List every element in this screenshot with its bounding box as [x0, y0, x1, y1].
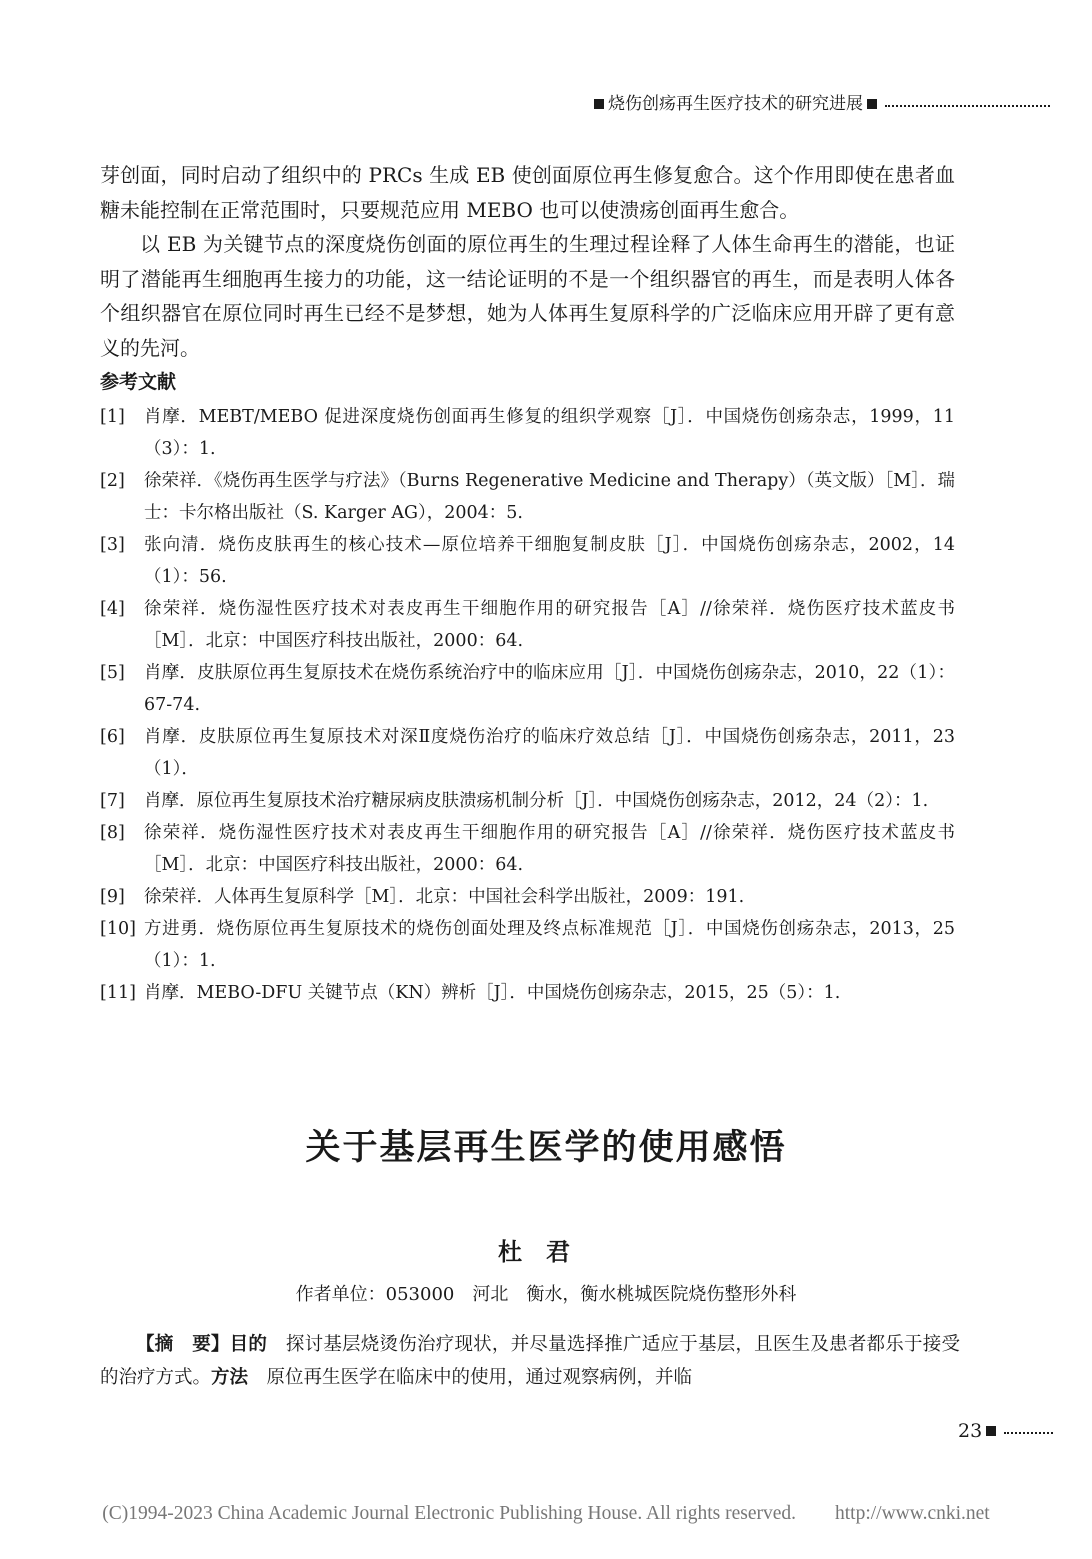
dotted-leader	[885, 105, 1050, 107]
running-title: 烧伤创疡再生医疗技术的研究进展	[608, 94, 863, 114]
reference-item	[100, 465, 955, 529]
reference-text: 徐荣祥．烧伤湿性医疗技术对表皮再生干细胞作用的研究报告［A］//徐荣祥．烧伤医疗技术蓝皮书［M］．北京：中国医疗科技出版社，2000：64.	[144, 599, 955, 651]
reference-number: [9]	[100, 887, 125, 907]
reference-number: [2]	[100, 471, 125, 491]
abstract-method-label: 方法	[211, 1367, 249, 1388]
reference-item	[100, 529, 955, 593]
reference-text: 徐荣祥．《烧伤再生医学与疗法》（Burns Regenerative Medicine and Therapy）（英文版）［M］．瑞士：卡尔格出版社（S. Karger AG），2004：5.	[144, 471, 955, 523]
running-header	[590, 93, 1050, 115]
article-title: 关于基层再生医学的使用感悟	[305, 1127, 787, 1168]
reference-text: 肖摩．皮肤原位再生复原技术对深Ⅱ度烧伤治疗的临床疗效总结［J］．中国烧伤创疡杂志，2011，23（1）．	[144, 727, 955, 779]
reference-item	[100, 977, 955, 1009]
author-name: 杜君	[498, 1237, 594, 1266]
dotted-leader	[1004, 1432, 1053, 1434]
body-text	[100, 158, 955, 1009]
reference-number: [3]	[100, 535, 125, 555]
reference-text: 肖摩．原位再生复原技术治疗糖尿病皮肤溃疡机制分析［J］．中国烧伤创疡杂志，2012，24（2）：1.	[144, 791, 929, 811]
reference-item	[100, 657, 955, 721]
reference-text: 方进勇．烧伤原位再生复原技术的烧伤创面处理及终点标准规范［J］．中国烧伤创疡杂志，2013，25（1）：1.	[144, 919, 955, 971]
reference-item	[100, 593, 955, 657]
references-heading: 参考文献	[100, 371, 177, 393]
reference-item	[100, 881, 955, 913]
abstract-text: 探讨基层烧烫伤治疗现状，并尽量选择推广适应于基层，且医生及患者都乐于接受的治疗方式。	[100, 1334, 960, 1388]
reference-text: 肖摩．皮肤原位再生复原技术在烧伤系统治疗中的临床应用［J］．中国烧伤创疡杂志，2010，22（1）：67-74.	[144, 663, 955, 715]
reference-item	[100, 721, 955, 785]
abstract-text: 原位再生医学在临床中的使用，通过观察病例，并临	[248, 1367, 693, 1388]
reference-number: [5]	[100, 663, 125, 683]
square-bullet-icon	[594, 99, 604, 109]
author-affiliation: 作者单位：053000 河北 衡水，衡水桃城医院烧伤整形外科	[295, 1284, 797, 1305]
paragraph: 以 EB 为关键节点的深度烧伤创面的原位再生的生理过程诠释了人体生命再生的潜能，也证明了潜能再生细胞再生接力的功能，这一结论证明的不是一个组织器官的再生，而是表明人体各个组织器官在原位同时再生已经不是梦想，她为人体再生复原科学的广泛临床应用开辟了更有意义的先河。	[100, 232, 955, 360]
page-number: 23	[958, 1420, 983, 1442]
copyright-footer: (C)1994-2023 China Academic Journal Electronic Publishing House. All rights reserved. http://www.cnki.net	[102, 1503, 990, 1524]
reference-item	[100, 817, 955, 881]
reference-text: 徐荣祥．人体再生复原科学［M］．北京：中国社会科学出版社，2009：191.	[144, 887, 745, 907]
reference-number: [6]	[100, 727, 125, 747]
reference-number: [7]	[100, 791, 125, 811]
reference-number: [4]	[100, 599, 125, 619]
reference-number: [8]	[100, 823, 125, 843]
reference-text: 肖摩．MEBT/MEBO 促进深度烧伤创面再生修复的组织学观察［J］．中国烧伤创疡杂志，1999，11（3）：1.	[144, 407, 955, 459]
reference-number: [11]	[100, 983, 136, 1003]
reference-item	[100, 401, 955, 465]
page-number-block	[958, 1420, 1053, 1442]
square-bullet-icon	[986, 1426, 996, 1436]
reference-text: 张向清．烧伤皮肤再生的核心技术—原位培养干细胞复制皮肤［J］．中国烧伤创疡杂志，2002，14（1）：56.	[144, 535, 955, 587]
reference-text: 徐荣祥．烧伤湿性医疗技术对表皮再生干细胞作用的研究报告［A］//徐荣祥．烧伤医疗技术蓝皮书［M］．北京：中国医疗科技出版社，2000：64.	[144, 823, 955, 875]
reference-item	[100, 785, 955, 817]
reference-text: 肖摩．MEBO-DFU 关键节点（KN）辨析［J］．中国烧伤创疡杂志，2015，25（5）：1.	[144, 983, 841, 1003]
reference-number: [10]	[100, 919, 136, 939]
square-bullet-icon	[867, 99, 877, 109]
reference-item	[100, 913, 955, 977]
reference-list	[100, 401, 955, 1009]
reference-number: [1]	[100, 407, 125, 427]
abstract	[100, 1328, 960, 1394]
paragraph: 芽创面，同时启动了组织中的 PRCs 生成 EB 使创面原位再生修复愈合。这个作用即使在患者血糖未能控制在正常范围时，只要规范应用 MEBO 也可以使溃疡创面再生愈合。	[100, 163, 955, 222]
abstract-label: 【摘 要】目的	[136, 1334, 268, 1355]
